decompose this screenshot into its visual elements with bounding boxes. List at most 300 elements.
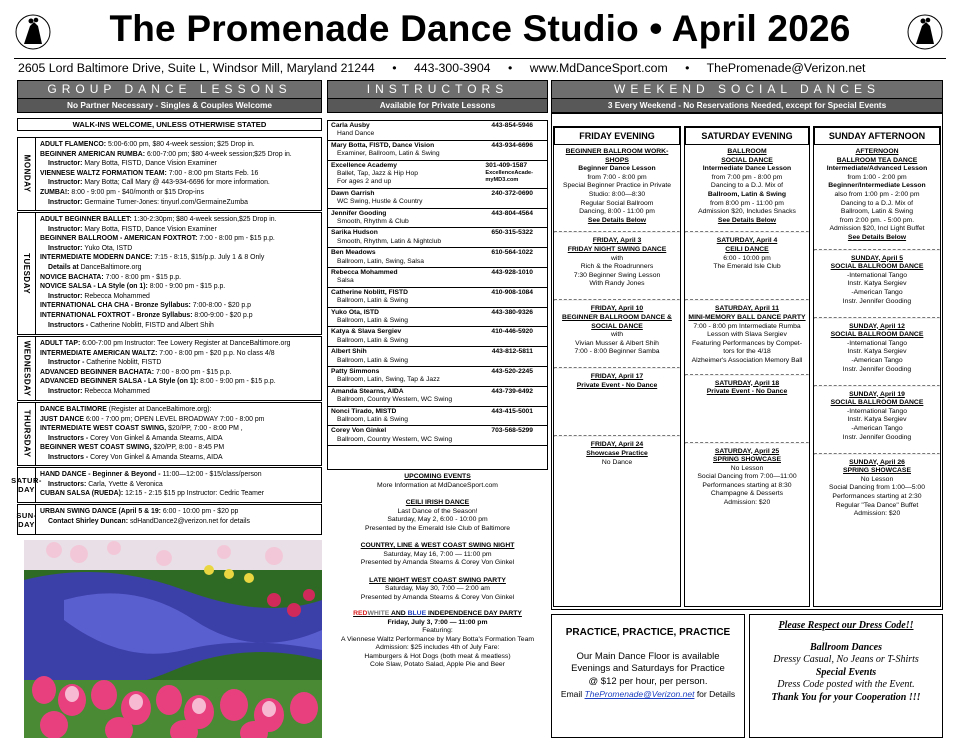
instructors-section xyxy=(327,80,548,113)
lesson-details: 7:00-8:00 - $20 p.p xyxy=(192,302,251,310)
event-detail: Presented by Amanda Stearns & Corey Von Ginkel xyxy=(360,593,515,601)
lesson-name: BEGINNER WEST COAST SWING, xyxy=(40,444,154,452)
event-detail: Cole Slaw, Potato Salad, Apple Pie and Beer xyxy=(370,661,505,668)
practice-title: PRACTICE, PRACTICE, PRACTICE xyxy=(565,627,731,638)
instructor-name: Ben Meadows xyxy=(331,249,376,257)
event-title: CEILI IRISH DANCE xyxy=(405,499,470,506)
schedule-line: from 7:00 pm - 8:00 pm xyxy=(711,173,783,181)
page-title: The Promenade Dance Studio • April 2026 xyxy=(109,8,851,49)
lesson-details: Mary Botta; Call Mary @ 443-934-6696 for more information. xyxy=(84,179,270,187)
lesson-name: DANCE BALTIMORE xyxy=(40,406,109,413)
week-detail: Champagne & Desserts xyxy=(710,490,784,498)
instructor-row[interactable] xyxy=(328,407,547,427)
schedule-line: AFTERNOON xyxy=(855,148,899,155)
instructor-row[interactable] xyxy=(328,209,547,229)
instructor-name: Mary Botta, FISTD, Dance Vision xyxy=(331,141,435,149)
upcoming-event xyxy=(327,499,548,533)
lesson-line xyxy=(40,453,319,463)
instructor-phone: 443-804-4564 xyxy=(491,209,533,217)
week-detail: -International Tango xyxy=(847,339,907,347)
thursday-lessons xyxy=(40,405,319,463)
bullet: • xyxy=(507,61,513,75)
day-label: MONDAY xyxy=(18,138,36,210)
day-label: SATUR- DAY xyxy=(18,468,36,502)
week-detail: Instr. Katya Sergiev xyxy=(847,280,907,288)
lesson-name: Instructor - xyxy=(48,359,87,367)
week-date: FRIDAY, April 10 xyxy=(590,305,644,313)
instructor-row[interactable] xyxy=(328,327,547,347)
lesson-name: INTERMEDIATE MODERN DANCE: xyxy=(40,254,155,262)
lesson-line xyxy=(40,480,319,490)
instructor-row[interactable] xyxy=(328,248,547,268)
instructor-specialty: For ages 2 and up xyxy=(337,178,392,186)
week-date: SATURDAY, April 11 xyxy=(715,305,779,313)
instructor-row[interactable] xyxy=(328,426,547,446)
lesson-line xyxy=(40,434,319,444)
instructor-phone: 410-446-5920 xyxy=(491,328,533,336)
week-event xyxy=(814,387,940,453)
schedule-line: See Details Below xyxy=(587,216,647,224)
dress-code-box xyxy=(749,614,943,738)
day-label: SUN- DAY xyxy=(18,505,36,534)
lesson-name: ADULT BEGINNER BALLET: xyxy=(40,216,134,223)
schedule-line: Dancing, 8:00 - 11:00 pm xyxy=(579,208,655,216)
lesson-line xyxy=(40,470,319,480)
week-detail: Featuring Performances by Compet- xyxy=(692,339,802,347)
lesson-details: 11:00—12:00 - $15/class/person xyxy=(162,471,262,478)
instructors-title: INSTRUCTORS xyxy=(327,80,548,99)
monday-lessons xyxy=(40,140,319,207)
contact-bar xyxy=(18,60,948,76)
week-event-title: FRIDAY NIGHT SWING DANCE xyxy=(567,245,667,253)
week-detail: Performances starting at 2:30 xyxy=(832,492,922,500)
event-detail: Saturday, May 30, 7:00 — 2:00 am xyxy=(385,585,490,592)
lesson-details: Carla, Yvette & Veronica xyxy=(88,480,163,488)
instructor-phone: 301-409-1587 ExcellenceAcade- myMD3.com xyxy=(485,161,533,183)
studio-website[interactable]: www.MdDanceSport.com xyxy=(529,61,668,75)
schedule-line: Intermediate/Advanced Lesson xyxy=(826,165,928,173)
lesson-name: Instructor: xyxy=(48,387,85,395)
instructor-specialty: Ballroom, Country Western, WC Swing xyxy=(337,396,453,404)
instructor-phone: 650-315-5322 xyxy=(491,229,533,237)
lesson-details: 7:15 - 8:15, $15/p.p. July 1 & 8 Only xyxy=(154,254,265,262)
week-detail: Instr. Katya Sergiev xyxy=(847,416,907,424)
instructor-phone: 610-564-1022 xyxy=(491,249,533,257)
group-lessons-title: GROUP DANCE LESSONS xyxy=(17,80,322,99)
lesson-details: 6:00 - 10:00 pm - $20 pp xyxy=(162,508,239,515)
event-detail: A Viennese Waltz Performance by Mary Botta's Formation Team xyxy=(340,635,535,643)
lesson-name: JUST DANCE xyxy=(40,415,86,423)
lesson-details: 7:00 - 8:00 pm - $15 p.p. xyxy=(156,368,232,376)
instructor-specialty: Ballroom, Latin & Swing xyxy=(337,356,408,364)
instructor-name: Nonci Tirado, MISTD xyxy=(331,407,397,415)
week-date: SATURDAY, April 25 xyxy=(714,447,780,455)
week-event-title: BEGINNER BALLROOM DANCE & SOCIAL DANCE xyxy=(562,313,672,330)
week-detail: 7:00 - 8:00 pm Intermediate Rumba xyxy=(693,322,801,330)
week-detail: Instr. Jennifer Gooding xyxy=(842,297,912,305)
lesson-name: BEGINNER BALLROOM - AMERICAN FOXTROT: xyxy=(40,235,200,243)
lesson-line xyxy=(40,311,319,321)
instructor-row[interactable] xyxy=(328,347,547,367)
week-event xyxy=(554,437,680,503)
instructor-specialty: Ballroom, Latin & Swing xyxy=(337,416,408,423)
week-date: SATURDAY, April 18 xyxy=(714,379,780,387)
tuesday-lessons xyxy=(40,215,319,330)
week-event-title: SPRING SHOWCASE xyxy=(843,467,911,475)
instructor-row[interactable] xyxy=(328,141,547,161)
instructor-specialty: Smooth, Rhythm, Latin & Nightclub xyxy=(337,237,442,245)
lesson-line xyxy=(40,225,319,235)
week-detail: Social Dancing from 7:00—11:00 xyxy=(697,473,797,481)
lesson-line xyxy=(40,188,319,198)
week-date: SUNDAY, April 12 xyxy=(849,322,905,330)
lesson-name: Instructor: xyxy=(48,179,85,187)
lesson-line xyxy=(40,253,319,263)
week-date: SUNDAY, April 5 xyxy=(851,254,903,262)
lesson-details: 5:00-6:00 pm, $80 4-week session; $25 Drop in. xyxy=(108,141,255,148)
week-detail: Vivian Musser & Albert Shih xyxy=(575,339,659,347)
instructor-specialty: Ballroom, Country Western, WC Swing xyxy=(337,435,453,443)
lesson-details: (Register at DanceBaltimore.org): xyxy=(108,406,212,413)
lesson-name: NOVICE BACHATA: xyxy=(40,273,106,281)
instructor-row[interactable] xyxy=(328,228,547,248)
instructor-row[interactable] xyxy=(328,367,547,387)
instructor-row[interactable] xyxy=(328,161,547,189)
wednesday-lessons xyxy=(40,339,319,397)
instructor-phone: 410-908-1084 xyxy=(491,288,533,296)
week-detail: -International Tango xyxy=(847,407,907,415)
lesson-name: ADULT FLAMENCO: xyxy=(40,141,109,148)
social-dances-subtitle: 3 Every Weekend - No Reservations Needed, except for Special Events xyxy=(551,99,943,113)
week-date: FRIDAY, April 24 xyxy=(590,441,644,449)
instructor-specialty: Hand Dance xyxy=(337,130,375,138)
friday-column xyxy=(553,126,681,607)
instructor-name: Corey Von Ginkel xyxy=(331,427,387,435)
schedule-line: Beginner Dance Lesson xyxy=(578,165,656,173)
instructor-phone: 443-739-6492 xyxy=(491,387,533,395)
week-date: SATURDAY, April 4 xyxy=(716,237,778,245)
week-event-title: MINI-MEMORY BALL DANCE PARTY xyxy=(688,313,806,321)
lesson-details: $20/PP, 7:00 - 8:00 PM , xyxy=(168,425,243,433)
week-detail: Lesson with Slava Sergiev xyxy=(707,331,787,339)
instructor-specialty: WC Swing, Hustle & Country xyxy=(337,198,423,206)
lesson-details: 12:15 - 2:15 $15 pp Instructor: Cedric Teamer xyxy=(125,490,265,498)
instructor-name: Rebecca Mohammed xyxy=(331,269,398,276)
sunday-header: SUNDAY AFTERNOON xyxy=(814,127,940,145)
week-date: FRIDAY, April 3 xyxy=(592,237,642,245)
lesson-details: 7:00 - 8:00 pm - $20 p.p. No class 4/8 xyxy=(159,349,275,357)
lesson-line xyxy=(40,178,319,188)
instructor-phone: 443-520-2245 xyxy=(491,368,533,375)
week-event-title: Private Event - No Dance xyxy=(706,388,788,396)
lesson-line xyxy=(40,443,319,453)
header-divider xyxy=(14,58,946,59)
lesson-name: ADVANCED BEGINNER BACHATA: xyxy=(40,368,156,376)
monday-block xyxy=(17,137,322,211)
instructor-specialty: Examiner, Ballroom, Latin & Swing xyxy=(337,150,440,158)
instructor-phone: 240-372-0690 xyxy=(491,189,533,197)
practice-line: Evenings and Saturdays for Practice xyxy=(571,663,725,674)
schedule-line: SHOPS xyxy=(605,156,629,164)
lesson-name: HAND DANCE - Beginner & Beyond - xyxy=(40,471,163,478)
lesson-line xyxy=(40,150,319,160)
instructor-row[interactable] xyxy=(328,268,547,288)
lesson-details: sdHandDance2@verizon.net for details xyxy=(129,517,250,525)
lesson-details: 7:00 - 8:00 pm - $15 p.p. xyxy=(105,273,182,281)
studio-email[interactable]: ThePromenade@Verizon.net xyxy=(706,61,866,75)
instructor-name: Catherine Noblitt, FISTD xyxy=(331,288,408,296)
bullet: • xyxy=(685,61,690,75)
lesson-name: VIENNESE WALTZ FORMATION TEAM: xyxy=(40,169,169,177)
lesson-name: URBAN SWING DANCE (April 5 & 19: xyxy=(40,508,163,515)
practice-line: @ $12 per hour, per person. xyxy=(588,675,708,687)
lesson-name: Instructors - xyxy=(48,321,91,329)
lesson-name: Instructor: xyxy=(48,198,85,206)
lesson-line xyxy=(40,198,319,208)
lesson-name: CUBAN SALSA (RUEDA): xyxy=(40,490,126,498)
week-event-title: Showcase Practice xyxy=(586,449,648,457)
instructor-row[interactable] xyxy=(328,189,547,209)
lesson-details: Rebecca Mohammed xyxy=(84,387,150,395)
schedule-line: Regular Social Ballroom xyxy=(580,199,654,207)
schedule-line: Dancing to a D.J. Mix of xyxy=(710,182,784,190)
lesson-details: Mary Botta, FISTD, Dance Vision Examiner xyxy=(84,160,217,168)
lesson-details: Corey Von Ginkel & Amanda Stearns, AIDA xyxy=(90,434,223,442)
lesson-line xyxy=(40,377,319,387)
week-detail: with xyxy=(610,254,624,262)
event-detail: Saturday, May 16, 7:00 — 11:00 pm xyxy=(383,550,492,558)
instructor-row[interactable] xyxy=(328,121,547,141)
lesson-line xyxy=(40,489,319,499)
week-event xyxy=(554,369,680,435)
week-detail: Rich & the Roadrunners xyxy=(580,263,654,271)
lesson-line xyxy=(40,517,319,527)
upcoming-title: UPCOMING EVENTS xyxy=(404,473,471,480)
lesson-name: Instructors: xyxy=(48,480,89,488)
week-detail: Regular "Tea Dance" Buffet xyxy=(835,501,919,509)
week-event-title: SOCIAL BALLROOM DANCE xyxy=(830,399,924,407)
group-lessons-subtitle: No Partner Necessary - Singles & Couples Welcome xyxy=(17,99,322,113)
tulip-garden-photo xyxy=(24,540,322,738)
schedule-line: Dancing to a D.J. Mix of xyxy=(840,199,914,207)
week-event xyxy=(554,301,680,367)
week-event xyxy=(814,251,940,317)
instructor-row[interactable] xyxy=(328,288,547,308)
event-detail: Last Dance of the Season! xyxy=(397,507,478,515)
instructor-row[interactable] xyxy=(328,387,547,407)
schedule-line: BEGINNER BALLROOM WORK- xyxy=(565,148,669,155)
instructor-row[interactable] xyxy=(328,308,547,328)
lesson-line xyxy=(40,282,319,292)
instructor-phone: 443-415-5001 xyxy=(491,407,533,415)
lesson-line xyxy=(40,301,319,311)
lesson-name: Instructor: xyxy=(48,225,85,233)
event-title: COUNTRY, LINE & WEST COAST SWING NIGHT xyxy=(360,542,515,549)
studio-address: 2605 Lord Baltimore Drive, Suite L, Windsor Mill, Maryland 21244 xyxy=(18,61,375,75)
schedule-line: Beginner/Intermediate Lesson xyxy=(828,182,926,190)
schedule-line: Admission $20, Includes Snacks xyxy=(698,208,796,216)
instructor-specialty: Smooth, Rhythm & Club xyxy=(337,218,409,225)
lesson-details: DanceBaltimore.org xyxy=(80,263,142,271)
sunday-block xyxy=(17,504,322,535)
instructor-phone: 443-854-5946 xyxy=(491,122,533,129)
week-detail: 7:30 Beginner Swing Lesson xyxy=(573,271,661,279)
lesson-details: Germaine Turner-Jones: tinyurl.com/GermaineZumba xyxy=(84,198,248,206)
lesson-line xyxy=(40,358,319,368)
lesson-details: 7:00 - 8:00 pm - $15 p.p. xyxy=(199,235,275,243)
lesson-line xyxy=(40,263,319,273)
week-detail: Instr. Jennifer Gooding xyxy=(842,433,912,441)
lesson-details: Catherine Noblitt, FISTD and Albert Shih xyxy=(90,321,214,329)
lesson-details: 8:00 - 9:00 pm - $40/month or $15 Drop-ins xyxy=(71,188,204,196)
instructor-name: Albert Shih xyxy=(331,348,367,356)
lesson-details: 8:00 - 9:00 pm - $15 p.p. xyxy=(200,378,276,386)
lesson-name: ADVANCED BEGINNER SALSA - LA Style (on 1): xyxy=(40,378,201,386)
lesson-line xyxy=(40,349,319,359)
event-detail: Admission: $25 includes 4th of July Fare: xyxy=(375,644,500,651)
instructor-specialty: Ballroom, Latin & Swing xyxy=(337,336,408,344)
group-lessons-section xyxy=(17,80,322,131)
lesson-name: INTERMEDIATE WEST COAST SWING, xyxy=(40,425,169,433)
lesson-line xyxy=(40,159,319,169)
week-detail: With Randy Jones xyxy=(589,280,645,288)
lesson-line xyxy=(40,415,319,425)
week-detail: -American Tango xyxy=(851,356,903,364)
week-detail: with xyxy=(610,331,624,339)
week-detail: No Dance xyxy=(601,458,633,466)
dress-code-heading: Ballroom Dances xyxy=(810,641,882,653)
lesson-details: 6:00-7:00 pm; $80 4-week session;$25 Drop in. xyxy=(146,150,292,158)
upcoming-event xyxy=(327,577,548,603)
dress-code-title: Please Respect our Dress Code!! xyxy=(778,620,914,631)
lesson-line xyxy=(40,405,319,415)
friday-header: FRIDAY EVENING xyxy=(554,127,680,145)
week-date: FRIDAY, April 17 xyxy=(590,373,644,381)
lesson-details: Mary Botta, FISTD, Dance Vision Examiner xyxy=(84,225,217,233)
week-detail: 7:00 - 8:00 Beginner Samba xyxy=(574,348,660,356)
lesson-line xyxy=(40,169,319,179)
lesson-name: Instructor: xyxy=(48,292,85,300)
wednesday-block xyxy=(17,336,322,401)
studio-phone: 443-300-3904 xyxy=(413,61,491,75)
lesson-name: ADULT TAP: xyxy=(40,340,83,347)
lesson-name: Details at xyxy=(48,263,81,271)
lesson-name: INTERMEDIATE AMERICAN WALTZ: xyxy=(40,349,160,357)
week-detail: Social Dancing from 1:00—5:00 xyxy=(829,484,925,492)
instructor-name: Dawn Garrish xyxy=(331,189,375,197)
practice-email-link[interactable]: ThePromenade@Verizon.net xyxy=(584,689,695,699)
lesson-name: ZUMBA!: xyxy=(40,188,72,196)
lesson-line xyxy=(40,244,319,254)
lesson-details: Corey Von Ginkel & Amanda Stearns, AIDA xyxy=(90,453,223,461)
upcoming-event xyxy=(327,542,548,568)
lesson-details: 6:00-7:00 pm Instructor: Tee Lowery Register at DanceBaltimore.org xyxy=(82,340,291,347)
independence-day-event: REDWHITE AND BLUE INDEPENDENCE DAY PARTY Friday, July 3, 7:00 — 11:00 pm Featuring: A Viennese Waltz Performance by Mary Botta's Formation Team Admission: $25 includes 4th of July Fare: Hamburgers & Hot Dogs (both meat & meatless) Cole Slaw, Potato Salad, Apple Pie and Beer xyxy=(327,610,548,670)
week-event xyxy=(814,455,940,527)
schedule-line: from 1:00 - 2:00 pm xyxy=(847,173,907,181)
lesson-name: INTERNATIONAL CHA CHA - Bronze Syllabus: xyxy=(40,302,193,310)
sunday-lessons xyxy=(40,507,319,526)
instructor-name: Carla Ausby xyxy=(331,122,370,129)
instructors-subtitle: Available for Private Lessons xyxy=(327,99,548,113)
social-dances-title: WEEKEND SOCIAL DANCES xyxy=(551,80,943,99)
practice-box: PRACTICE, PRACTICE, PRACTICE Our Main Dance Floor is available Evenings and Saturdays for Practice @ $12 per hour, per person. Email ThePromenade@Verizon.net for Details xyxy=(551,614,745,738)
schedule-line: also from 1:00 pm - 2:00 pm xyxy=(834,190,920,198)
schedule-line: SOCIAL DANCE xyxy=(721,156,773,164)
week-event-title: SPRING SHOWCASE xyxy=(713,456,781,464)
day-label: THURSDAY xyxy=(18,403,36,465)
week-event-title: Private Event - No Dance xyxy=(576,381,658,389)
social-dances-section xyxy=(551,80,943,113)
instructor-phone: 703-568-5299 xyxy=(491,427,533,435)
lesson-details: 6:00 - 7:00 pm; OPEN LEVEL BROADWAY 7:00 - 8:00 pm xyxy=(85,415,265,423)
practice-line: Our Main Dance Floor is available xyxy=(576,650,720,662)
instructor-specialty: Ballroom, Latin & Swing xyxy=(337,297,408,305)
instructor-name: Yuko Ota, ISTD xyxy=(331,308,379,316)
instructor-specialty: Ballet, Tap, Jazz & Hip Hop xyxy=(337,170,418,177)
instructor-name: Excellence Academy xyxy=(331,161,397,169)
day-label: WEDNESDAY xyxy=(18,337,36,400)
regular-schedule xyxy=(554,145,680,231)
saturday-block xyxy=(11,467,322,503)
week-detail: Alzheimer's Association Memory Ball xyxy=(691,356,803,364)
lesson-details: Rebecca Mohammed xyxy=(84,292,150,300)
week-event xyxy=(685,301,809,373)
week-event-title: SOCIAL BALLROOM DANCE xyxy=(830,331,924,339)
instructor-name: Amanda Stearns, AIDA xyxy=(331,387,404,395)
schedule-line: Ballroom, Latin & Swing xyxy=(840,208,914,216)
lesson-line xyxy=(40,387,319,397)
lesson-name: Instructor: xyxy=(48,160,85,168)
week-detail: -International Tango xyxy=(847,271,907,279)
week-event xyxy=(814,319,940,385)
dress-code-thanks: Thank You for your Cooperation !!! xyxy=(771,691,921,703)
instructor-phone: 443-934-6696 xyxy=(491,141,533,149)
lesson-line xyxy=(40,140,319,150)
week-detail: No Lesson xyxy=(860,475,894,483)
dress-code-line: Dress Code posted with the Event. xyxy=(777,679,915,690)
week-detail: Admission: $20 xyxy=(853,510,901,518)
tuesday-block xyxy=(17,212,322,335)
schedule-line: BALLROOM TEA DANCE xyxy=(836,156,918,164)
lesson-name: NOVICE SALSA - LA Style (on 1): xyxy=(40,283,150,291)
saturday-column xyxy=(684,126,810,607)
lesson-line xyxy=(40,424,319,434)
instructor-specialty: Ballroom, Latin, Swing, Salsa xyxy=(337,257,424,265)
lesson-name: Instructors - xyxy=(48,434,91,442)
event-detail: Presented by Amanda Stearns & Corey Von Ginkel xyxy=(360,559,515,566)
lesson-line xyxy=(40,507,319,517)
event-title: LATE NIGHT WEST COAST SWING PARTY xyxy=(369,576,506,584)
day-label: TUESDAY xyxy=(18,213,36,334)
schedule-line: Admission $20, Incl Light Buffet xyxy=(829,225,925,233)
lesson-details: $20/PP, 8:00 - 8:45 PM xyxy=(153,444,225,452)
lesson-details: Catherine Noblitt, FISTD xyxy=(86,359,162,367)
schedule-line: Special Beginner Practice in Private xyxy=(562,182,672,190)
lesson-line xyxy=(40,273,319,283)
instructor-name: Jennifer Gooding xyxy=(331,209,387,217)
instructor-specialty: Salsa xyxy=(337,277,354,285)
week-detail: Admission: $20 xyxy=(723,499,771,507)
instructor-specialty: Ballroom, Latin, Swing, Tap & Jazz xyxy=(337,376,440,384)
week-date: SUNDAY, April 26 xyxy=(849,458,905,466)
week-detail: No Lesson xyxy=(730,464,764,472)
saturday-lessons xyxy=(40,470,319,499)
schedule-line: Intermediate Dance Lesson xyxy=(702,165,792,173)
instructor-list xyxy=(327,120,548,470)
lesson-line xyxy=(40,234,319,244)
week-detail: Instr. Katya Sergiev xyxy=(847,348,907,356)
